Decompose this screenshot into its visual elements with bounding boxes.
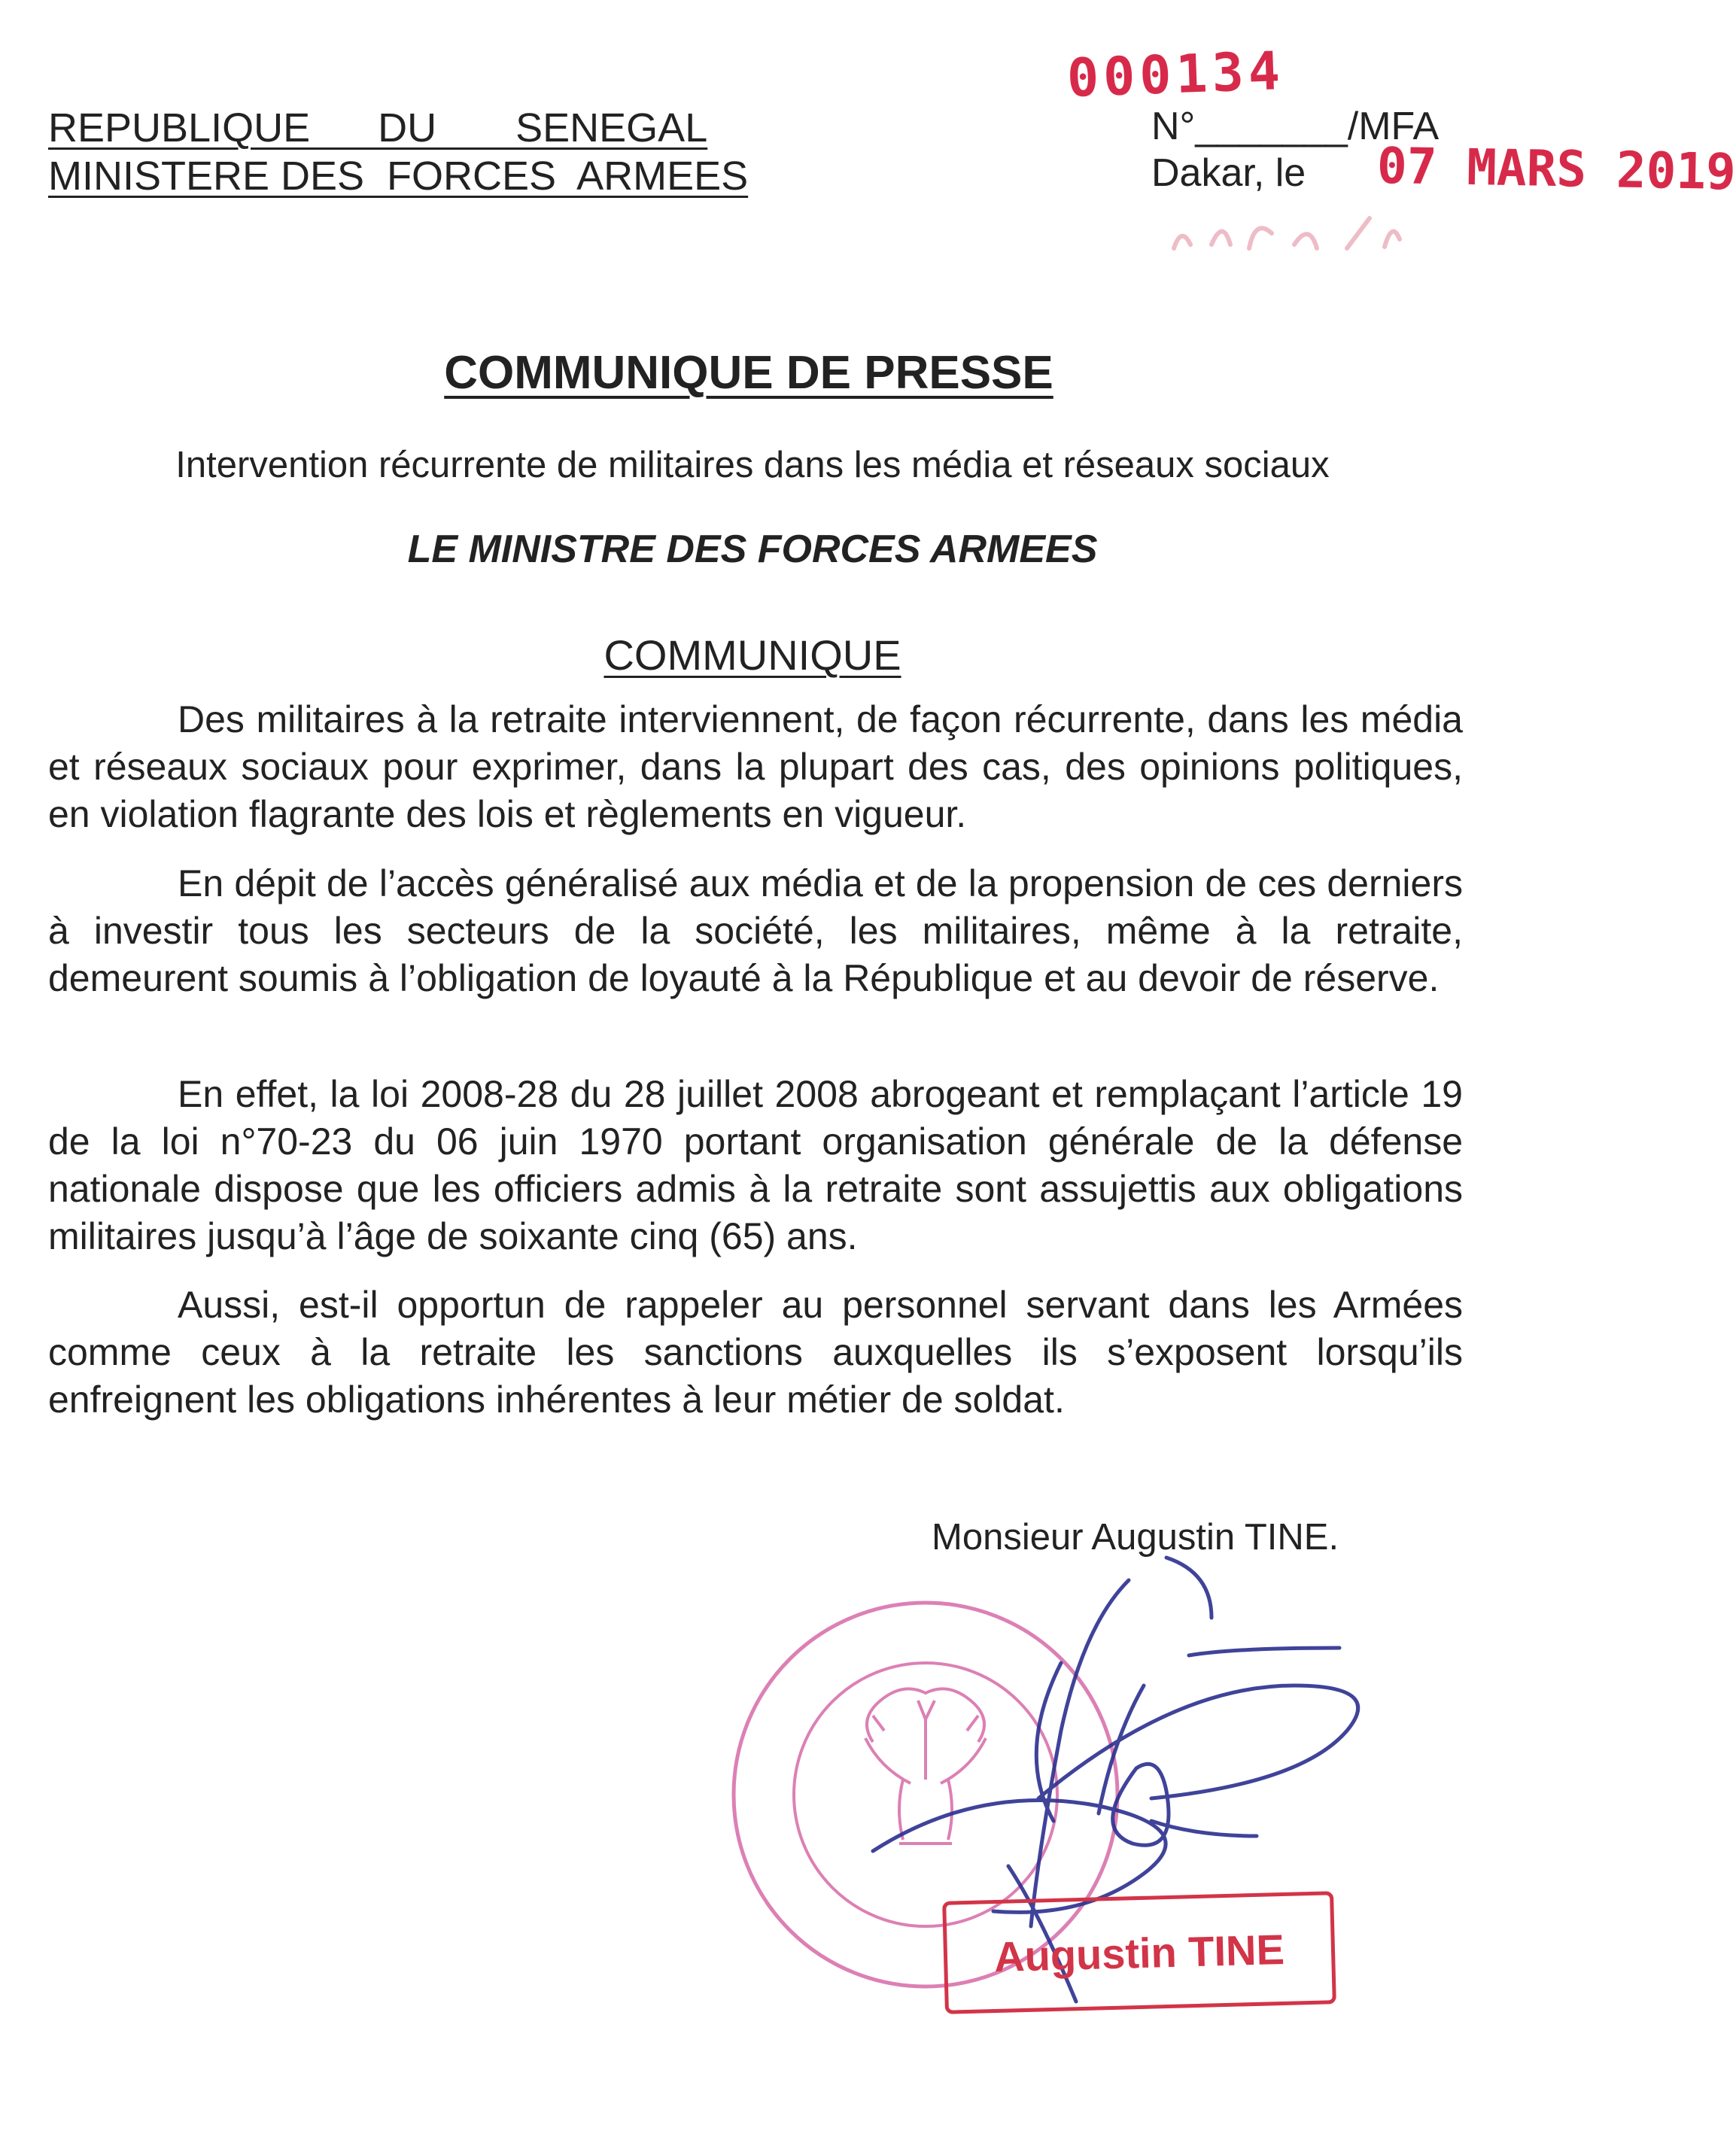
paragraph-1: Des militaires à la retraite interviennent, de façon récurrente, dans les média et réseaux sociaux pour exprimer, dans la plupart des cas, des opinions politiques, en violation flagrante des lois et règlements en vigueur. bbox=[48, 698, 1463, 835]
document-subject: Intervention récurrente de militaires dans les média et réseaux sociaux bbox=[175, 445, 1330, 485]
section-heading: COMMUNIQUE bbox=[603, 631, 901, 679]
header-republic: REPUBLIQUE DU SENEGAL bbox=[48, 105, 708, 150]
signer-name: Monsieur Augustin TINE. bbox=[932, 1517, 1339, 1558]
paragraph-3: En effet, la loi 2008-28 du 28 juillet 2008 abrogeant et remplaçant l’article 19 de la loi n°70-23 du 06 juin 1970 portant organisation générale de la défense nationale dispose que les officiers admis à la retraite sont assujettis aux obligations militaires jusqu’à l’âge de soixante cinq (65) ans. bbox=[48, 1073, 1463, 1257]
document-title: COMMUNIQUE DE PRESSE bbox=[444, 347, 1053, 399]
reference-number-label: N°_______/MFA bbox=[1151, 105, 1440, 148]
date-stamp: 07 MARS 2019 bbox=[1376, 136, 1736, 202]
paragraph-4: Aussi, est-il opportun de rappeler au personnel servant dans les Armées comme ceux à la retraite les sanctions auxquelles ils s’exposent lorsqu’ils enfreignent les obligations inhérentes à leur métier de soldat. bbox=[48, 1284, 1463, 1421]
name-stamp: Augustin TINE bbox=[942, 1891, 1336, 2014]
registration-number-stamp: 000134 bbox=[1066, 39, 1286, 110]
paragraph-2: En dépit de l’accès généralisé aux média et de la propension de ces derniers à investir tous les secteurs de la société, les militaires, même à la retraite, demeurent soumis à l’obligation de loyauté à la République et au devoir de réserve. bbox=[48, 862, 1463, 999]
header-ministry: MINISTERE DES FORCES ARMEES bbox=[48, 154, 749, 199]
stamp-smudge-icon bbox=[1159, 203, 1430, 263]
issuing-authority: LE MINISTRE DES FORCES ARMEES bbox=[407, 527, 1098, 571]
place-date-label: Dakar, le bbox=[1151, 151, 1306, 195]
